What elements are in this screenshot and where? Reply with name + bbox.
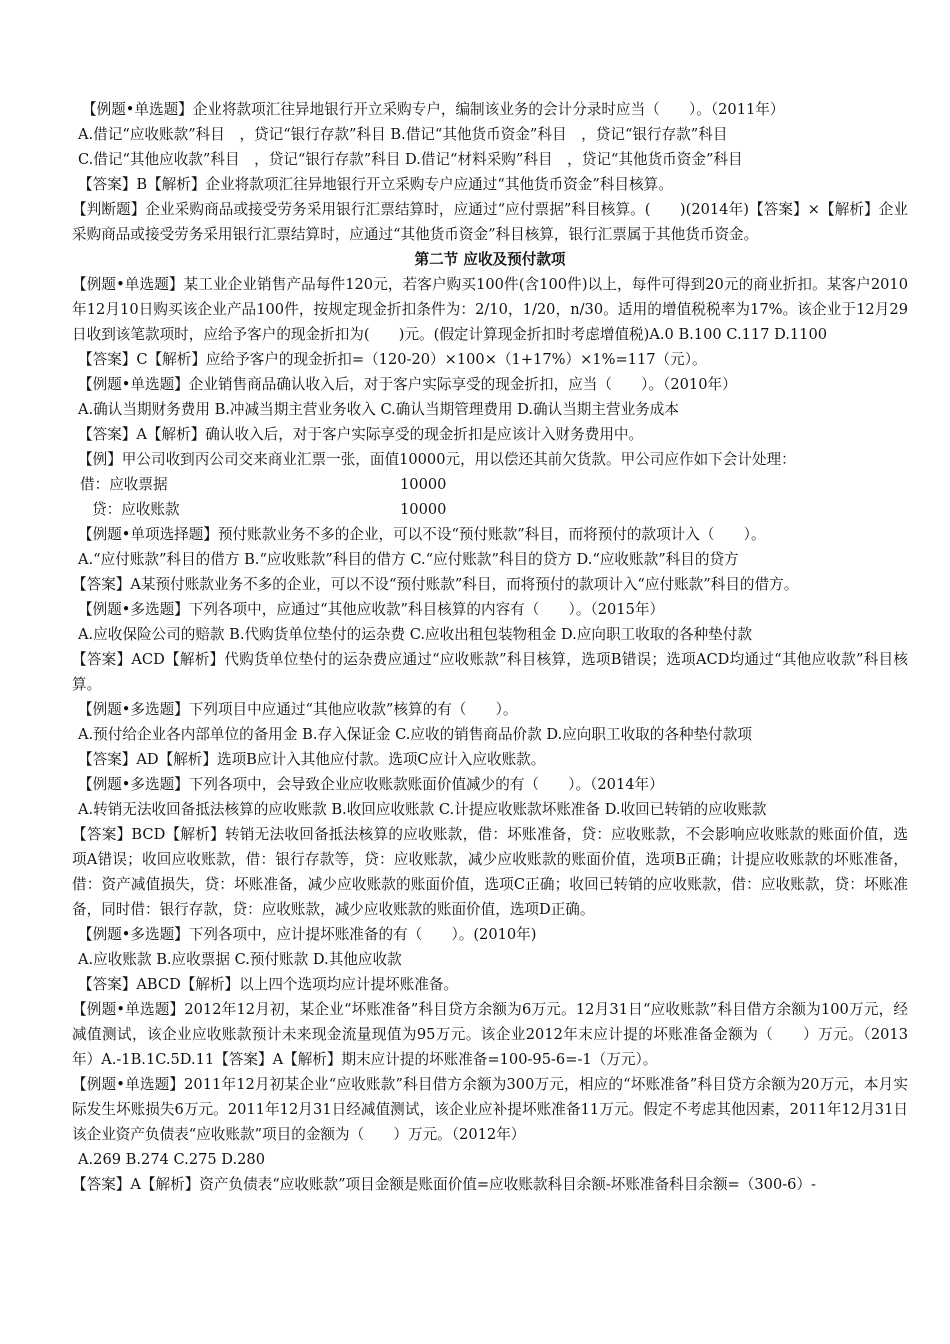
paragraph: 【答案】ACD【解析】代购货单位垫付的运杂费应通过“应收账款”科目核算，选项B错误；选项ACD均通过“其他应收款”科目核算。 [72,651,908,693]
paragraph: 【答案】A【解析】确认收入后，对于客户实际享受的现金折扣是应该计入财务费用中。 [78,426,644,443]
paragraph: 【答案】BCD【解析】转销无法收回备抵法核算的应收账款，借：坏账准备，贷：应收账款，不会影响应收账款的账面价值，选项A错误；收回应收账款，借：银行存款等，贷：应收账款，减少应收账款的账面价值，选项B正确；计提应收账款的坏账准备，借：资产减值损失，贷：坏账准备，减少应收账款的账面价值，选项C正确；收回已转销的应收账款，借：应收账款，贷：坏账准备，同时借：银行存款，贷：应收账款，减少应收账款的账面价值，选项D正确。 [72,826,908,918]
paragraph: 【答案】A某预付账款业务不多的企业，可以不设“预付账款”科目，而将预付的款项计入“应付账款”科目的借方。 [72,576,799,593]
paragraph: A.预付给企业各内部单位的备用金 B.存入保证金 C.应收的销售商品价款 D.应向职工收取的各种垫付款项 [78,726,752,743]
paragraph: A.应收保险公司的赔款 B.代购货单位垫付的运杂费 C.应收出租包装物租金 D.应向职工收取的各种垫付款 [78,626,752,643]
paragraph: A.转销无法收回备抵法核算的应收账款 B.收回应收账款 C.计提应收账款坏账准备 D.收回已转销的应收账款 [78,801,767,818]
paragraph: 【例题•单选题】某工业企业销售产品每件120元，若客户购买100件(含100件)以上，每件可得到20元的商业折扣。某客户2010年12月10日购买该企业产品100件，按规定现金折扣条件为：2/10，1/20，n/30。适用的增值税税率为17%。该企业于12月29日收到该笔款项时，应给予客户的现金折扣为( )元。(假定计算现金折扣时考虑增值税)A.0 B.100 C.117 D.1100 [72,276,908,343]
paragraph: 【例题•多选题】下列各项中，应计提坏账准备的有（ ）。(2010年) [78,926,537,943]
paragraph: A.应收账款 B.应收票据 C.预付账款 D.其他应收款 [78,951,402,968]
credit-account: 贷：应收账款 [92,501,180,518]
paragraph: 【答案】A【解析】资产负债表“应收账款”项目金额是账面价值=应收账款科目余额-坏账准备科目余额=（300-6）- [72,1176,816,1193]
journal-credit-line [72,497,908,522]
paragraph: C.借记“其他应收款”科目 ，贷记“银行存款”科目 D.借记“材料采购”科目 ，贷记“其他货币资金”科目 [78,151,743,168]
paragraph: 【例题•多选题】下列各项中，会导致企业应收账款账面价值减少的有（ ）。（2014年） [78,776,664,793]
debit-account: 借：应收票据 [80,476,168,493]
paragraph: 【例题•单选题】企业销售商品确认收入后，对于客户实际享受的现金折扣，应当（ ）。（2010年） [78,376,737,393]
paragraph: 【答案】B【解析】企业将款项汇往异地银行开立采购专户应通过“其他货币资金”科目核算。 [78,176,673,193]
paragraph: 【例题•单选题】2012年12月初，某企业“坏账准备”科目贷方余额为6万元。12月31日“应收账款”科目借方余额为100万元，经减值测试，该企业应收账款预计未来现金流量现值为95万元。该企业2012年末应计提的坏账准备金额为（ ）万元。（2013年）A.-1B.1C.5D.11【答案】A【解析】期末应计提的坏账准备=100-95-6=-1（万元）。 [72,1001,908,1068]
paragraph: 【判断题】企业采购商品或接受劳务采用银行汇票结算时，应通过“应付票据”科目核算。( )(2014年)【答案】×【解析】企业采购商品或接受劳务采用银行汇票结算时，应通过“其他货币资金”科目核算，银行汇票属于其他货币资金。 [72,201,908,243]
paragraph: 【例题•单项选择题】预付账款业务不多的企业，可以不设“预付账款”科目，而将预付的款项计入（ ）。 [78,526,766,543]
section-title: 第二节 应收及预付款项 [414,251,566,268]
paragraph: 【答案】ABCD【解析】以上四个选项均应计提坏账准备。 [78,976,459,993]
paragraph: A.借记“应收账款”科目 ，贷记“银行存款”科目 B.借记“其他货币资金”科目 ，贷记“银行存款”科目 [78,126,728,143]
paragraph: A.确认当期财务费用 B.冲减当期主营业务收入 C.确认当期管理费用 D.确认当期主营业务成本 [78,401,679,418]
paragraph: 【例题•多选题】下列项目中应通过“其他应收款”核算的有（ ）。 [78,701,518,718]
paragraph: 【例题•单选题】企业将款项汇往异地银行开立采购专户，编制该业务的会计分录时应当（ ）。（2011年） [82,101,785,118]
document-page [72,97,908,1197]
paragraph: 【例题•单选题】2011年12月初某企业“应收账款”科目借方余额为300万元，相应的“坏账准备”科目贷方余额为20万元，本月实际发生坏账损失6万元。2011年12月31日经减值测试，该企业应补提坏账准备11万元。假定不考虑其他因素，2011年12月31日该企业资产负债表“应收账款”项目的金额为（ ）万元。（2012年） [72,1076,908,1143]
paragraph: A.“应付账款”科目的借方 B.“应收账款”科目的借方 C.“应付账款”科目的贷方 D.“应收账款”科目的贷方 [78,551,739,568]
paragraph: 【答案】AD【解析】选项B应计入其他应付款。选项C应计入应收账款。 [78,751,546,768]
paragraph: 【例】甲公司收到丙公司交来商业汇票一张，面值10000元，用以偿还其前欠货款。甲公司应作如下会计处理： [78,451,796,468]
paragraph: 【例题•多选题】下列各项中，应通过“其他应收款”科目核算的内容有（ ）。（2015年） [78,601,665,618]
paragraph: 【答案】C【解析】应给予客户的现金折扣=（120-20）×100×（1+17%）×1%=117（元）。 [78,351,707,368]
credit-amount: 10000 [400,501,447,518]
paragraph: A.269 B.274 C.275 D.280 [78,1151,265,1168]
journal-debit-line [72,472,908,497]
debit-amount: 10000 [400,476,447,493]
